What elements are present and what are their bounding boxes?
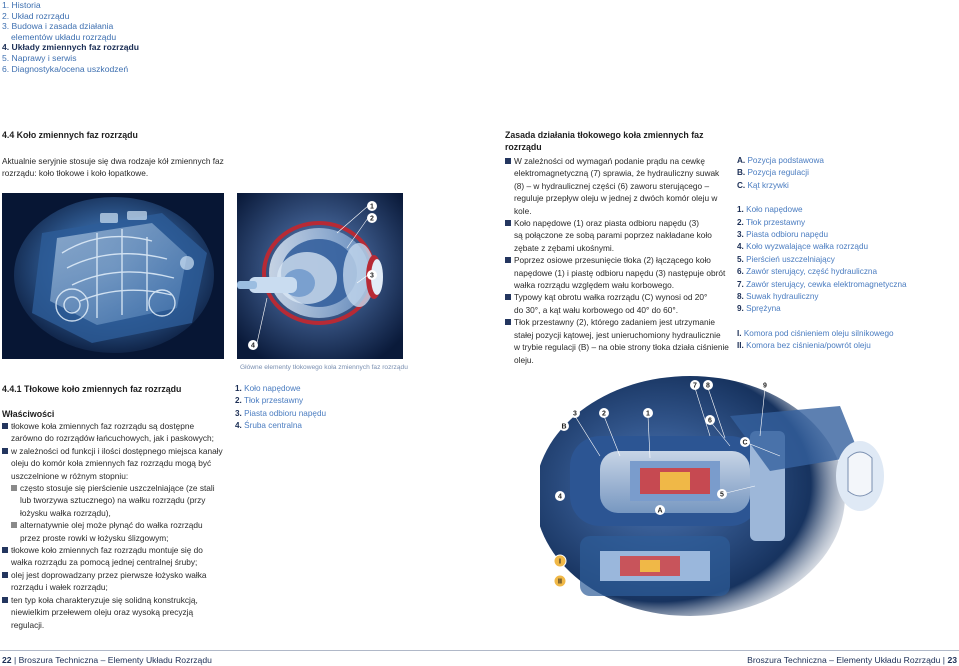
right-line-16: w trybie regulacji (B) – na obie strony tłoka działa ciśnienie	[514, 342, 729, 353]
right-heading-line-1: Zasada działania tłokowego koła zmiennych faz	[505, 130, 704, 140]
diagram-marker-4: 4	[558, 493, 562, 501]
legend-b: B. Pozycja regulacji	[737, 168, 809, 178]
properties-list	[2, 420, 232, 631]
legend-n7: 7. Zawór sterujący, cewka elektromagnetyczna	[737, 279, 907, 289]
diagram-marker-b: B	[561, 423, 567, 431]
right-line-2: elektromagnetyczną (7) sprawia, że hydrauliczny suwak	[514, 168, 720, 179]
legend-item-1: 1. Koło napędowe	[235, 384, 301, 393]
right-bullet-1: W zależności od wymagań podanie prądu na cewkę	[505, 155, 730, 167]
toc-item-4-active[interactable]: 4. Układy zmiennych faz rozrządu	[2, 42, 140, 53]
footer-right-text: Broszura Techniczna – Elementy Układu Rozrządu	[747, 655, 941, 665]
right-bullet-5: Tłok przestawny (2), którego zadaniem jest utrzymanie	[505, 316, 730, 328]
prop-bullet-4: olej jest doprowadzany przez pierwsze łożysko wałka	[2, 569, 232, 581]
right-line-8: zębate z zębami ukośnymi.	[514, 242, 615, 253]
legend-item-2: 2. Tłok przestawny	[235, 396, 304, 406]
legend-item-4: 4. Śruba centralna	[235, 421, 302, 431]
right-heading	[505, 129, 703, 153]
diagram-marker-2: 2	[602, 410, 606, 418]
right-line-11: wałka rozrządu względem wału korbowego.	[514, 280, 675, 291]
toc	[2, 0, 139, 74]
cross-section-illustration	[540, 376, 959, 638]
intro-line-1: Aktualnie seryjnie stosuje się dwa rodzaje kół zmiennych faz	[2, 156, 224, 166]
diagram-marker-9: 9	[763, 382, 767, 390]
right-line-4: reguluje przepływ oleju w jednej z dwóch komór oleju w	[514, 193, 718, 204]
legend-n8: 8. Suwak hydrauliczny	[737, 292, 819, 302]
right-line-15: stałej pozycji kątowej, jest unieruchomiony hydraulicznie	[514, 329, 721, 340]
figure-legend	[235, 383, 326, 433]
right-line-17: oleju.	[514, 354, 534, 365]
diagram-marker-8: 8	[706, 382, 710, 390]
legend-n9: 9. Sprężyna	[737, 304, 781, 314]
footer-left: 22 | Broszura Techniczna – Elementy Układu Rozrządu	[2, 655, 212, 665]
toc-item-1[interactable]: 1. Historia	[2, 0, 41, 10]
diagram-marker-ii: II	[558, 578, 562, 586]
intro-line-2: rozrządu: koło tłokowe i koło łopatkowe.	[2, 168, 149, 179]
right-bullet-2: Koło napędowe (1) oraz piasta odbioru napędu (3)	[505, 217, 730, 229]
legend-n3: 3. Piasta odbioru napędu	[737, 230, 829, 240]
prop-bullet-3: tłokowe koło zmiennych faz rozrządu montuje się do	[2, 544, 232, 556]
diagram-marker-6: 6	[708, 417, 712, 425]
prop-line-5: uszczelnione w różnym stopniu:	[11, 470, 129, 481]
right-line-10: napędowe (1) i piastę odbioru napędu (3) następuje obrót	[514, 267, 726, 278]
prop-line-10: przez proste rowki w łożysku ślizgowym;	[20, 532, 169, 543]
legend-a: A. Pozycja podstawowa	[737, 156, 824, 165]
prop-line-12: wałka rozrządu za pomocą jednej centralnej śruby;	[11, 557, 198, 568]
figure-marker-3: 3	[370, 272, 374, 280]
diagram-marker-a: A	[657, 507, 663, 515]
right-line-3: (8) – w hydraulicznej części (6) zaworu sterującego –	[514, 180, 710, 191]
prop-line-4: oleju do komór koła zmiennych faz rozrządu mogą być	[11, 458, 212, 469]
legend-item-3: 3. Piasta odbioru napędu	[235, 408, 327, 418]
figure-marker-2: 2	[370, 215, 374, 223]
phaser-illustration	[237, 193, 403, 359]
right-line-5: kole.	[514, 205, 532, 216]
properties-heading: Właściwości	[2, 409, 55, 419]
right-line-7: są połączone ze sobą parami poprzez nakładane koło	[514, 230, 712, 241]
footer-rule	[0, 650, 959, 651]
prop-line-8: łożysku wałka rozrządu),	[20, 507, 111, 518]
subsection-heading: 4.4.1 Tłokowe koło zmiennych faz rozrządu	[2, 384, 182, 394]
diagram-marker-5: 5	[720, 491, 724, 499]
figure-marker-4: 4	[251, 342, 255, 350]
toc-item-3-cont[interactable]: elementów układu rozrządu	[11, 31, 117, 42]
engine-image	[2, 193, 224, 359]
legend-n1: 1. Koło napędowe	[737, 205, 803, 215]
phaser-image	[237, 193, 403, 359]
prop-line-2: zarówno do rozrządów łańcuchowych, jak i paskowych;	[11, 433, 214, 444]
prop-line-17: regulacji.	[11, 619, 45, 630]
legend-n6: 6. Zawór sterujący, część hydrauliczna	[737, 267, 878, 277]
diagram-marker-7: 7	[693, 382, 697, 390]
right-text	[505, 155, 730, 366]
legend-n2: 2. Tłok przestawny	[737, 217, 806, 227]
right-line-13: do 30°, a kąt wału korbowego od 40° do 60°.	[514, 304, 679, 315]
legend-r1: I. Komora pod ciśnieniem oleju silnikowego	[737, 328, 894, 338]
figure-marker-1: 1	[370, 203, 374, 211]
prop-line-7: lub tworzywa sztucznego) na wałku rozrządu (przy	[20, 495, 206, 506]
right-bullet-3: Poprzez osiowe przesunięcie tłoka (2) łączącego koło	[505, 254, 730, 266]
right-bullet-4: Typowy kąt obrotu wałka rozrządu (C) wynosi od 20°	[505, 291, 730, 303]
figure-caption: Główne elementy tłokowego koła zmiennych faz rozrządu	[240, 364, 408, 371]
legend-n5: 5. Pierścień uszczelniający	[737, 254, 835, 264]
diagram-marker-i: I	[559, 558, 561, 566]
legend-c: C. Kąt krzywki	[737, 180, 789, 190]
legend-r2: II. Komora bez ciśnienia/powrót oleju	[737, 341, 871, 351]
prop-subbullet-1: często stosuje się pierścienie uszczelniające (ze stali	[2, 482, 232, 494]
prop-bullet-5: ten typ koła charakteryzuje się solidną konstrukcją,	[2, 594, 232, 606]
engine-illustration	[2, 193, 224, 359]
prop-bullet-1: tłokowe koła zmiennych faz rozrządu są dostępne	[2, 420, 232, 432]
prop-line-14: rozrządu i wałek rozrządu;	[11, 582, 108, 593]
diagram-marker-3: 3	[573, 410, 577, 418]
page-number-left: 22	[2, 655, 12, 665]
right-legend	[737, 155, 907, 353]
toc-item-2[interactable]: 2. Układ rozrządu	[2, 10, 70, 21]
section-intro	[2, 155, 224, 180]
diagram-marker-1: 1	[646, 410, 650, 418]
page-number-right: 23	[947, 655, 957, 665]
footer-left-text: Broszura Techniczna – Elementy Układu Rozrządu	[18, 655, 212, 665]
section-heading: 4.4 Koło zmiennych faz rozrządu	[2, 130, 138, 140]
prop-subbullet-2: alternatywnie olej może płynąć do wałka rozrządu	[2, 519, 232, 531]
diagram-marker-c: C	[742, 439, 748, 447]
prop-line-16: niewielkim przełewem oleju oraz wysoką precyzją	[11, 607, 194, 618]
toc-item-5[interactable]: 5. Naprawy i serwis	[2, 52, 77, 63]
cross-section-diagram	[540, 376, 959, 638]
toc-item-3[interactable]: 3. Budowa i zasada działania	[2, 21, 114, 32]
legend-n4: 4. Koło wyzwalające wałka rozrządu	[737, 242, 869, 252]
footer-right: Broszura Techniczna – Elementy Układu Rozrządu | 23	[747, 655, 957, 665]
right-heading-line-2: rozrządu	[505, 142, 542, 152]
toc-item-6[interactable]: 6. Diagnostyka/ocena uszkodzeń	[2, 63, 129, 74]
prop-bullet-2: w zależności od funkcji i ilości dostępnego miejsca kanały	[2, 445, 232, 457]
